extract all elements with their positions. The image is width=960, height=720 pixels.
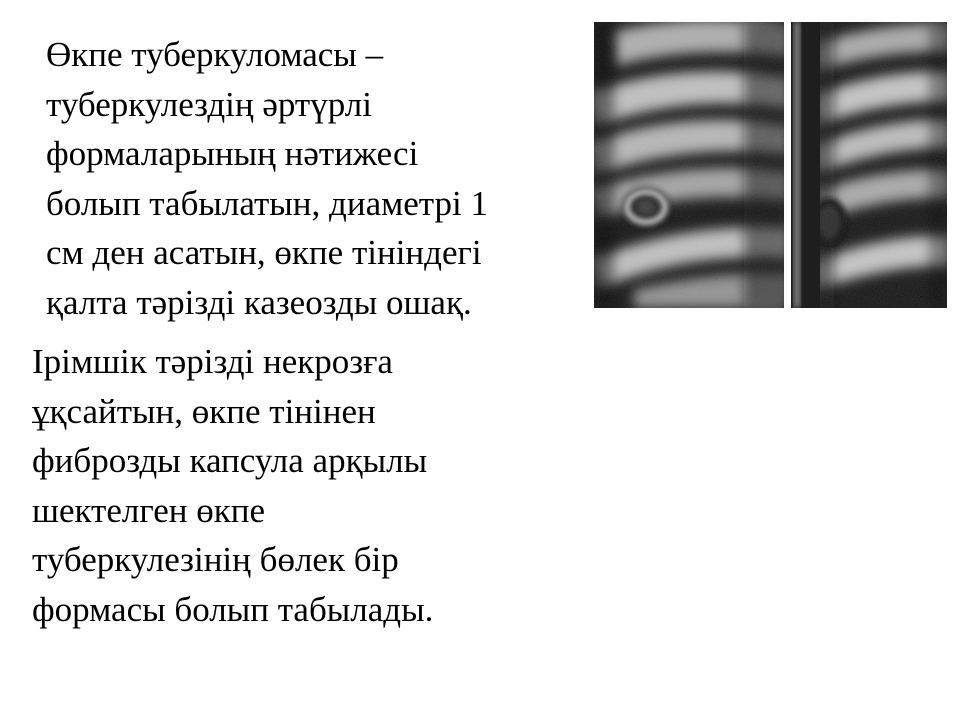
text-line: қалта тәрізді казеозды ошақ. <box>46 282 472 322</box>
xray-strip <box>791 22 820 308</box>
text-line: Ірімшік тәрізді некрозға <box>32 342 393 381</box>
xray-images <box>594 22 947 308</box>
text-line: туберкулездің әртүрлі <box>46 84 372 124</box>
xray-left <box>594 22 784 308</box>
text-line: формаларының нәтижесі <box>46 134 419 173</box>
xray-right <box>811 22 947 308</box>
text-line: формасы болып табылады. <box>32 589 434 629</box>
text-line: фиброзды капсула арқылы <box>32 441 428 480</box>
image-gap <box>784 22 791 308</box>
text-line: болып табылатын, диаметрі 1 <box>46 183 488 223</box>
paragraph-definition <box>32 30 592 327</box>
slide-text <box>32 30 592 634</box>
text-line: туберкулезінің бөлек бір <box>32 540 399 579</box>
text-line: см ден асатын, өкпе тініндегі <box>46 233 482 272</box>
text-line: ұқсайтын, өкпе тінінен <box>32 391 376 431</box>
paragraph-description <box>32 337 592 634</box>
text-line: Өкпе туберкуломасы – <box>46 35 384 74</box>
text-line: шектелген өкпе <box>32 490 266 530</box>
